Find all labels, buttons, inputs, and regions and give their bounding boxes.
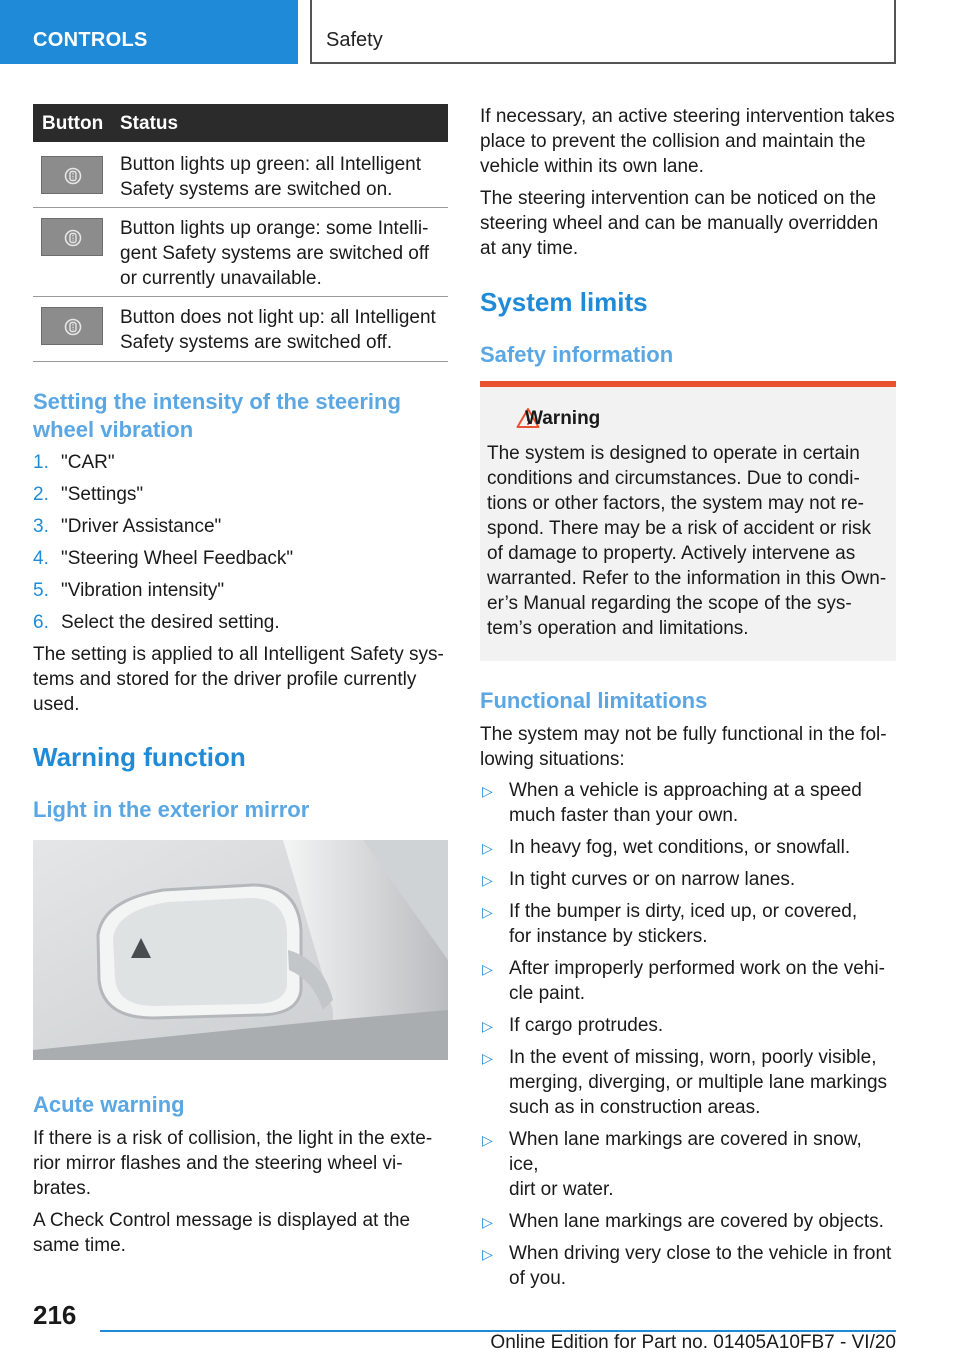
- acute-warning-heading: Acute warning: [33, 1092, 185, 1117]
- triangle-right-icon: ▷: [482, 783, 493, 799]
- triangle-right-icon: ▷: [482, 1018, 493, 1034]
- functional-intro: The system may not be fully functional in the fol- lowing situations:: [480, 724, 887, 770]
- col-button-header: Button: [42, 113, 104, 134]
- list-item: ▷ If cargo protrudes.: [480, 1013, 896, 1038]
- steering-override-text: The steering intervention can be noticed on the steering wheel and can be manually overridden at any time.: [480, 188, 879, 259]
- intelligent-safety-icon: [64, 167, 82, 185]
- list-item: ▷ In heavy fog, wet conditions, or snowfall.: [480, 835, 896, 860]
- triangle-right-icon: ▷: [482, 872, 493, 888]
- safety-button-image: [41, 156, 103, 194]
- status-text: Safety systems are switched on.: [120, 179, 393, 200]
- list-item: ▷ When lane markings are covered by objects.: [480, 1209, 896, 1234]
- col-status-header: Status: [120, 113, 179, 134]
- acute-warning-text: If there is a risk of collision, the light in the exte- rior mirror flashes and the steering wheel vi- brates.: [33, 1128, 433, 1199]
- mirror-heading: Light in the exterior mirror: [33, 797, 310, 822]
- status-text: Button does not light up: all Intelligent: [120, 307, 436, 328]
- warning-box: [480, 387, 896, 661]
- list-item: 4. "Steering Wheel Feedback": [33, 548, 294, 569]
- check-control-text: A Check Control message is displayed at the same time.: [33, 1210, 411, 1256]
- triangle-right-icon: ▷: [482, 1132, 493, 1148]
- list-item: 3. "Driver Assistance": [33, 516, 222, 537]
- warning-title: Warning: [525, 408, 601, 429]
- triangle-right-icon: ▷: [482, 961, 493, 977]
- table-header: [33, 104, 448, 142]
- edition-text: Online Edition for Part no. 01405A10FB7 - VI/20: [490, 1332, 896, 1353]
- list-item: ▷ When a vehicle is approaching at a speed much faster than your own.: [482, 780, 862, 826]
- page-number: 216: [33, 1300, 77, 1330]
- list-item: 6. Select the desired setting.: [33, 612, 280, 633]
- list-item: 5. "Vibration intensity": [33, 580, 225, 601]
- chapter-title: Safety: [326, 29, 383, 51]
- status-text: or currently unavailable.: [120, 268, 322, 289]
- list-item: ▷ When lane markings are covered in snow, ice, dirt or water.: [482, 1129, 862, 1200]
- vibration-heading: Setting the intensity of the steering wheel vibration: [33, 389, 401, 442]
- list-item: ▷ In the event of missing, worn, poorly visible, merging, diverging, or multiple lane markings such as in construction areas.: [482, 1047, 888, 1118]
- status-text: Button lights up green: all Intelligent: [120, 154, 422, 175]
- table-row: [33, 142, 448, 208]
- triangle-right-icon: ▷: [482, 1050, 493, 1066]
- section-tab: [0, 0, 298, 64]
- list-item: 1. "CAR": [33, 452, 115, 473]
- exterior-mirror-image: [33, 840, 448, 1060]
- system-limits-heading: System limits: [480, 287, 648, 317]
- list-item: ▷ After improperly performed work on the vehi- cle paint.: [482, 958, 885, 1004]
- list-item: ▷ When driving very close to the vehicle in front of you.: [482, 1243, 892, 1289]
- vibration-steps: [33, 450, 448, 642]
- limitations-list: [480, 778, 896, 1291]
- safety-button-image: [41, 218, 103, 256]
- steering-intervention-text: If necessary, an active steering intervention takes place to prevent the collision and maintain the vehicle within its own lane.: [480, 106, 895, 177]
- intelligent-safety-icon: [64, 318, 82, 336]
- triangle-right-icon: ▷: [482, 1246, 493, 1262]
- triangle-right-icon: ▷: [482, 904, 493, 920]
- list-item: ▷ If the bumper is dirty, iced up, or covered, for instance by stickers.: [482, 901, 858, 947]
- warning-function-heading: Warning function: [33, 742, 246, 772]
- status-text: Safety systems are switched off.: [120, 332, 393, 353]
- status-text: Button lights up orange: some Intelli-: [120, 218, 429, 239]
- safety-button-image: [41, 307, 103, 345]
- list-item: ▷ In tight curves or on narrow lanes.: [480, 867, 896, 892]
- vibration-note: The setting is applied to all Intelligent Safety sys- tems and stored for the driver profile currently used.: [33, 644, 444, 715]
- warning-text: The system is designed to operate in certain conditions and circumstances. Due to condi- tions or other factors, the system may not re- spond. There may be a risk of accident or risk of damage to property. Actively intervene as warranted. Refer to the information in this Own- er’s Manual regarding the scope of the sys- tem’s operation and limitations.: [487, 443, 887, 639]
- triangle-right-icon: ▷: [482, 840, 493, 856]
- functional-limitations-heading: Functional limitations: [480, 688, 708, 713]
- safety-information-heading: Safety information: [480, 342, 674, 367]
- list-item: 2. "Settings": [33, 484, 144, 505]
- chapter-tab: [310, 0, 896, 64]
- triangle-right-icon: ▷: [482, 1214, 493, 1230]
- section-title: CONTROLS: [33, 29, 148, 51]
- button-status-table: [33, 104, 448, 362]
- status-text: gent Safety systems are switched off: [120, 243, 430, 264]
- intelligent-safety-icon: [64, 229, 82, 247]
- table-row: [33, 208, 448, 297]
- table-row: [33, 297, 448, 362]
